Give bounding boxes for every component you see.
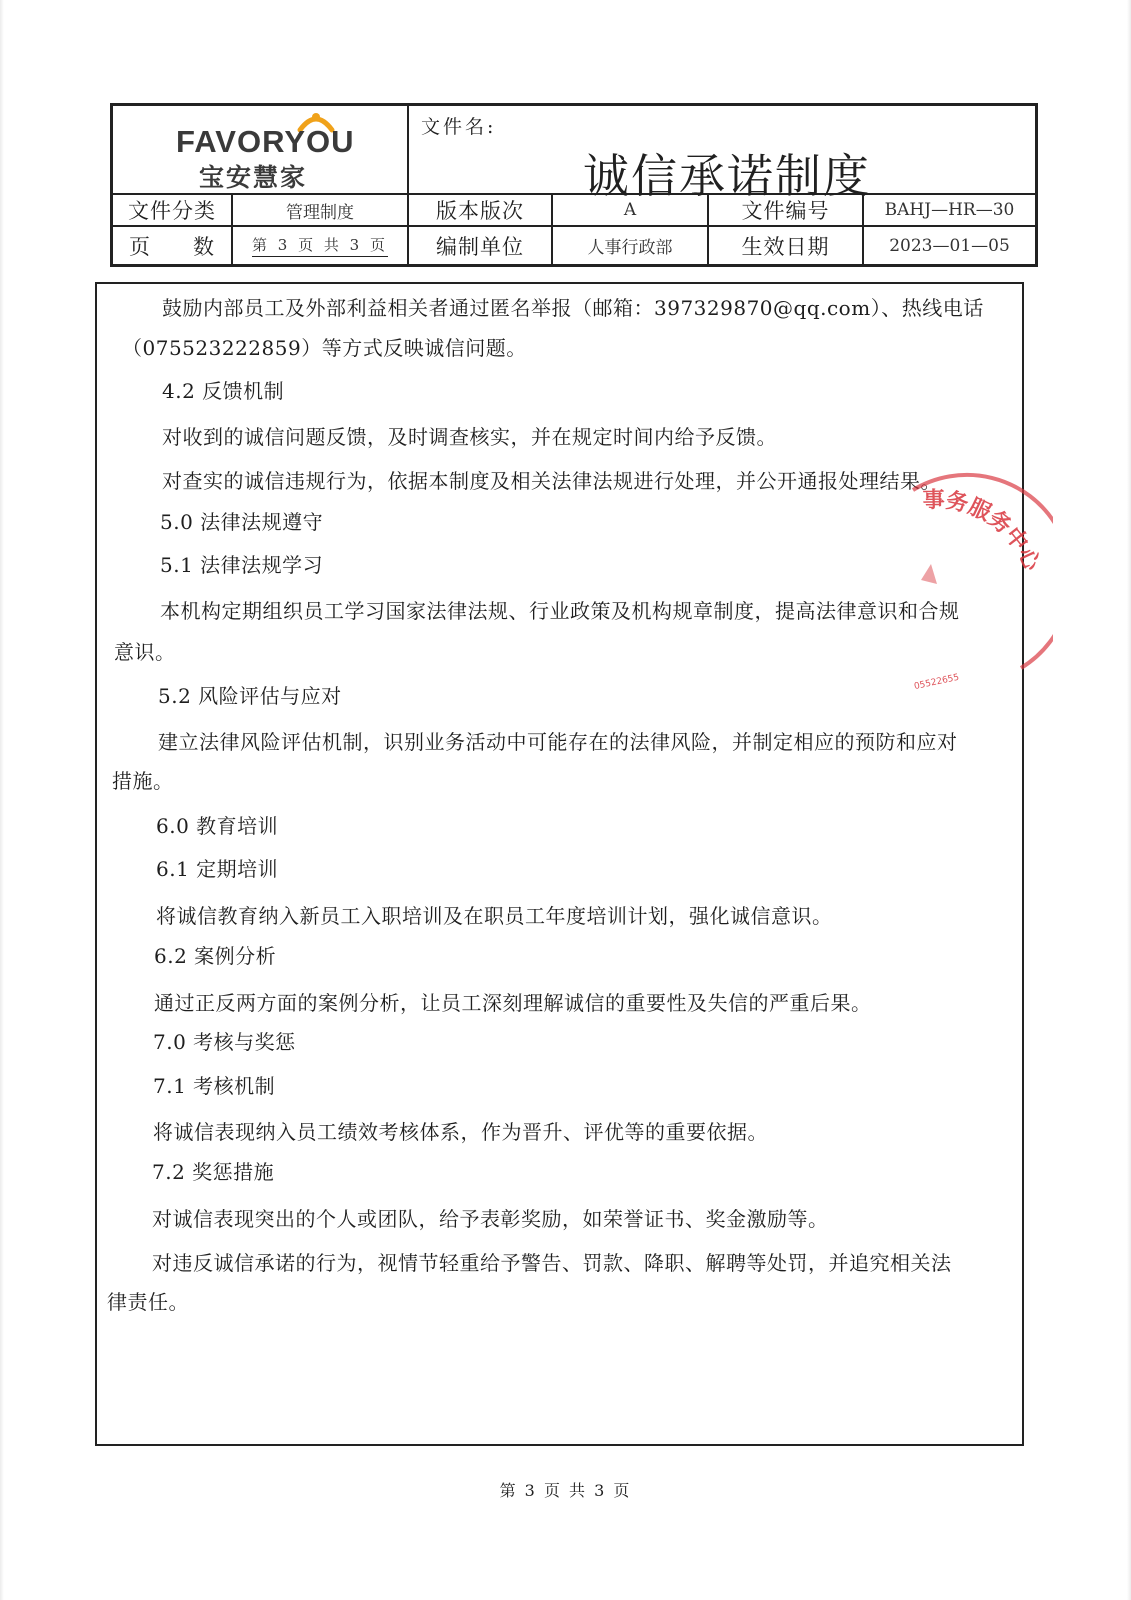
meta-grid — [113, 195, 1035, 264]
body-line: 意识。 — [114, 640, 176, 664]
pages-label — [113, 227, 233, 264]
seal-digits: 05522655 — [913, 672, 961, 693]
document-title: 诚信承诺制度 — [583, 149, 871, 203]
effective-date-label: 生效日期 — [709, 227, 864, 264]
section-heading: 5.2 风险评估与应对 — [158, 684, 342, 708]
logo-cell — [113, 106, 409, 195]
section-heading: 7.2 奖惩措施 — [152, 1160, 275, 1184]
section-heading: 5.0 法律法规遵守 — [160, 510, 324, 534]
section-heading: 6.2 案例分析 — [154, 944, 277, 968]
pages-label-part2: 数 — [193, 234, 215, 259]
version-label: 版本版次 — [409, 195, 553, 227]
body-line: 措施。 — [112, 769, 174, 793]
logo-brand-en: FAVORYOU — [176, 124, 355, 159]
body-line: 建立法律风险评估机制，识别业务活动中可能存在的法律风险，并制定相应的预防和应对 — [158, 730, 958, 754]
body-line: 鼓励内部员工及外部利益相关者通过匿名举报（邮箱：397329870@qq.com）、热线电话 — [162, 296, 984, 320]
body-line: （075523222859）等方式反映诚信问题。 — [122, 336, 527, 360]
category-value: 管理制度 — [233, 195, 409, 227]
body-line: 对违反诚信承诺的行为，视情节轻重给予警告、罚款、降职、解聘等处罚，并追究相关法 — [152, 1251, 952, 1275]
body-line: 律责任。 — [107, 1290, 189, 1314]
body-line: 通过正反两方面的案例分析，让员工深刻理解诚信的重要性及失信的严重后果。 — [154, 991, 872, 1015]
filename-label: 文件名: — [421, 116, 497, 138]
pages-value — [233, 227, 409, 264]
section-heading: 7.0 考核与奖惩 — [153, 1030, 296, 1054]
dept-label: 编制单位 — [409, 227, 553, 264]
section-heading: 7.1 考核机制 — [153, 1074, 276, 1098]
section-heading: 6.0 教育培训 — [156, 814, 279, 838]
dept-value: 人事行政部 — [553, 227, 709, 264]
body-line: 对查实的诚信违规行为，依据本制度及相关法律法规进行处理，并公开通报处理结果。 — [162, 469, 941, 493]
logo-brand-cn: 宝安慧家 — [199, 163, 308, 192]
document-header-table — [110, 103, 1038, 267]
body-line: 对诚信表现突出的个人或团队，给予表彰奖励，如荣誉证书、奖金激励等。 — [152, 1207, 829, 1231]
title-cell — [409, 106, 1035, 203]
seal-text: 事务服务中心 — [922, 487, 1045, 575]
body-line: 将诚信表现纳入员工绩效考核体系，作为晋升、评优等的重要依据。 — [153, 1120, 768, 1144]
section-heading: 5.1 法律法规学习 — [160, 553, 324, 577]
section-heading: 4.2 反馈机制 — [162, 379, 285, 403]
scan-edge-right — [1127, 0, 1131, 1600]
scan-edge-left — [0, 0, 4, 1600]
pages-value-text: 第 3 页 共 3 页 — [252, 234, 388, 257]
body-line: 将诚信教育纳入新员工入职培训及在职员工年度培训计划，强化诚信意识。 — [156, 904, 833, 928]
doc-no-value: BAHJ—HR—30 — [864, 195, 1035, 227]
version-value: A — [553, 195, 709, 227]
pages-label-part1: 页 — [129, 234, 151, 259]
section-heading: 6.1 定期培训 — [156, 857, 279, 881]
body-line: 对收到的诚信问题反馈，及时调查核实，并在规定时间内给予反馈。 — [162, 425, 777, 449]
effective-date-value: 2023—01—05 — [889, 235, 1010, 256]
doc-no-label: 文件编号 — [709, 195, 864, 227]
footer-page-number: 第 3 页 共 3 页 — [499, 1481, 632, 1500]
body-line: 本机构定期组织员工学习国家法律法规、行业政策及机构规章制度，提高法律意识和合规 — [160, 599, 960, 623]
category-label: 文件分类 — [113, 195, 233, 227]
